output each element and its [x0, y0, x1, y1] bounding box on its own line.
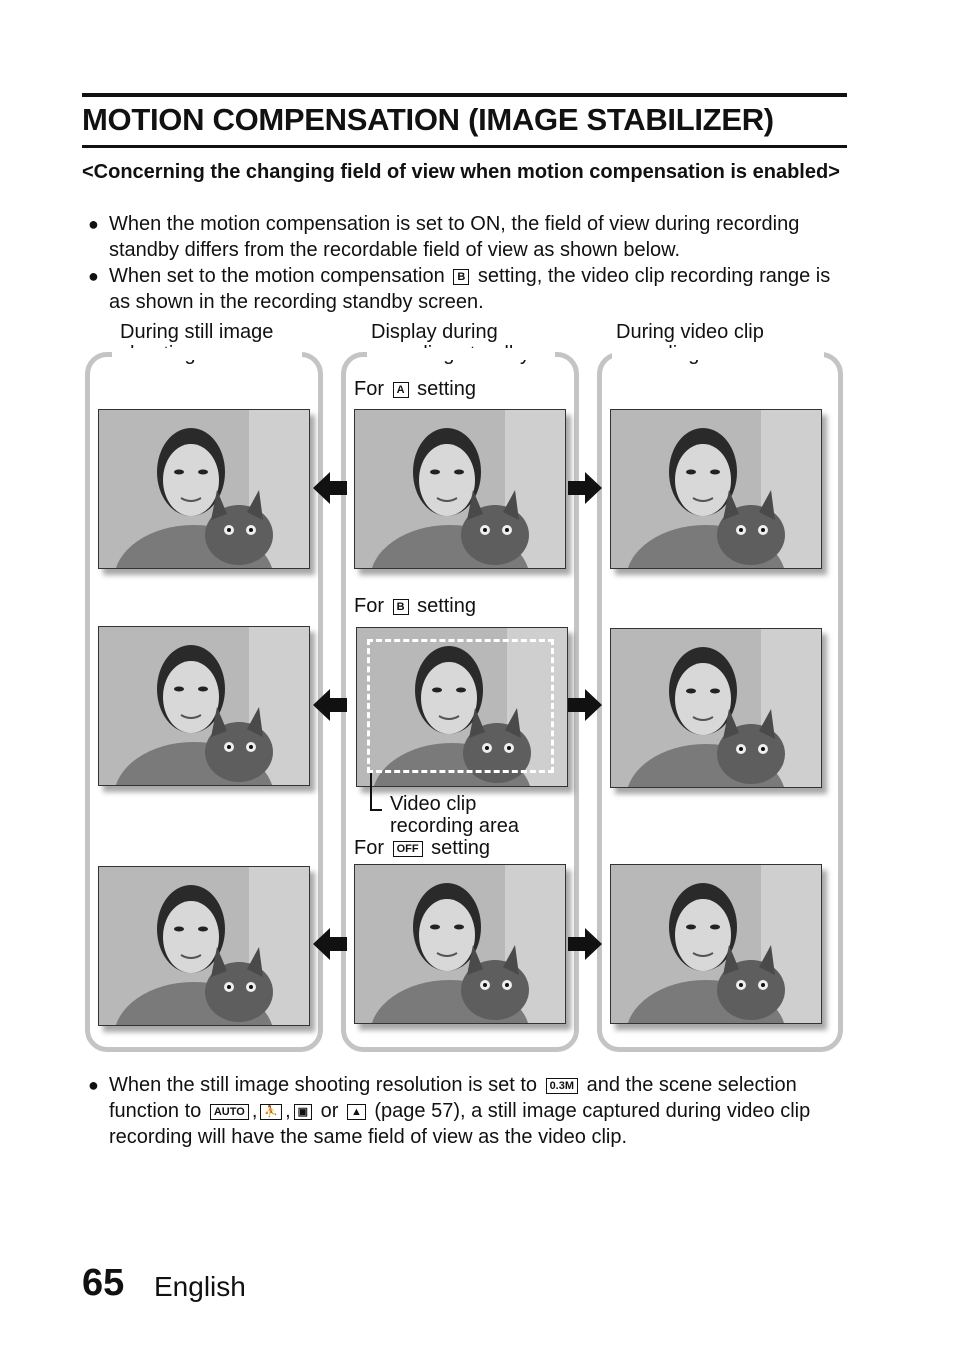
photo-still-a — [98, 409, 310, 569]
photo-standby-off — [354, 864, 566, 1024]
arrow-left-icon — [313, 928, 347, 960]
arrow-left-icon — [313, 472, 347, 504]
page-title: MOTION COMPENSATION (IMAGE STABILIZER) — [82, 102, 774, 137]
recording-area-frame — [367, 639, 554, 773]
photo-still-b — [98, 626, 310, 786]
resolution-icon: 0.3M — [546, 1078, 578, 1094]
frame-gap — [367, 348, 555, 360]
auto-mode-icon: AUTO — [210, 1104, 249, 1120]
arrow-left-icon — [313, 689, 347, 721]
stabilizer-b-icon: B — [453, 269, 469, 285]
landscape-mode-icon: ▲ — [347, 1104, 366, 1120]
bullet-item — [88, 211, 848, 263]
page-number: 65 — [82, 1262, 125, 1304]
portrait-mode-icon: ▣ — [294, 1104, 312, 1120]
column-label-still: During still image — [120, 321, 274, 343]
column-label-video: During video clip — [616, 321, 764, 343]
photo-video-off — [610, 864, 822, 1024]
sports-mode-icon: ⛹ — [260, 1104, 282, 1120]
recording-area-label: Video clip recording area — [390, 793, 519, 837]
frame-gap — [112, 348, 302, 360]
section-subheading: <Concerning the changing field of view when motion compensation is enabled> — [82, 161, 840, 183]
bullet-dot: ● — [88, 214, 99, 234]
bullet-dot: ● — [88, 1075, 99, 1095]
bullet-text: setting, the video clip recording range is as shown in the recording standby screen. — [109, 265, 831, 313]
stabilizer-off-icon: OFF — [393, 841, 423, 857]
photo-standby-a — [354, 409, 566, 569]
bullet-dot: ● — [88, 266, 99, 286]
frame-gap — [612, 348, 824, 360]
column-label-standby: Display during — [371, 321, 498, 343]
row-label-a: For A setting — [354, 378, 476, 400]
photo-video-b — [610, 628, 822, 788]
bullet-item — [88, 263, 848, 315]
photo-still-off — [98, 866, 310, 1026]
bullet-text: When the motion compensation is set to ON, the field of view during recording standby differs from the recordable field of view as shown below. — [109, 213, 800, 261]
arrow-right-icon — [568, 928, 602, 960]
arrow-right-icon — [568, 689, 602, 721]
bullet-item: ● When the still image shooting resolution is set to 0.3M and the scene selection function to AUTO , ⛹ , ▣ or ▲ (page 57), a still image captured during video clip recording will have the same field of view as the video clip. — [88, 1074, 811, 1148]
stabilizer-b-icon: B — [393, 599, 409, 615]
stabilizer-a-icon: A — [393, 382, 409, 398]
recording-area-leader — [370, 773, 382, 811]
row-label-b: For B setting — [354, 595, 476, 617]
bullet-text: When set to the motion compensation — [109, 265, 451, 287]
language-label: English — [154, 1271, 246, 1302]
top-rule — [82, 93, 847, 97]
arrow-right-icon — [568, 472, 602, 504]
title-underline — [82, 145, 847, 148]
row-label-off: For OFF setting — [354, 837, 491, 859]
photo-video-a — [610, 409, 822, 569]
